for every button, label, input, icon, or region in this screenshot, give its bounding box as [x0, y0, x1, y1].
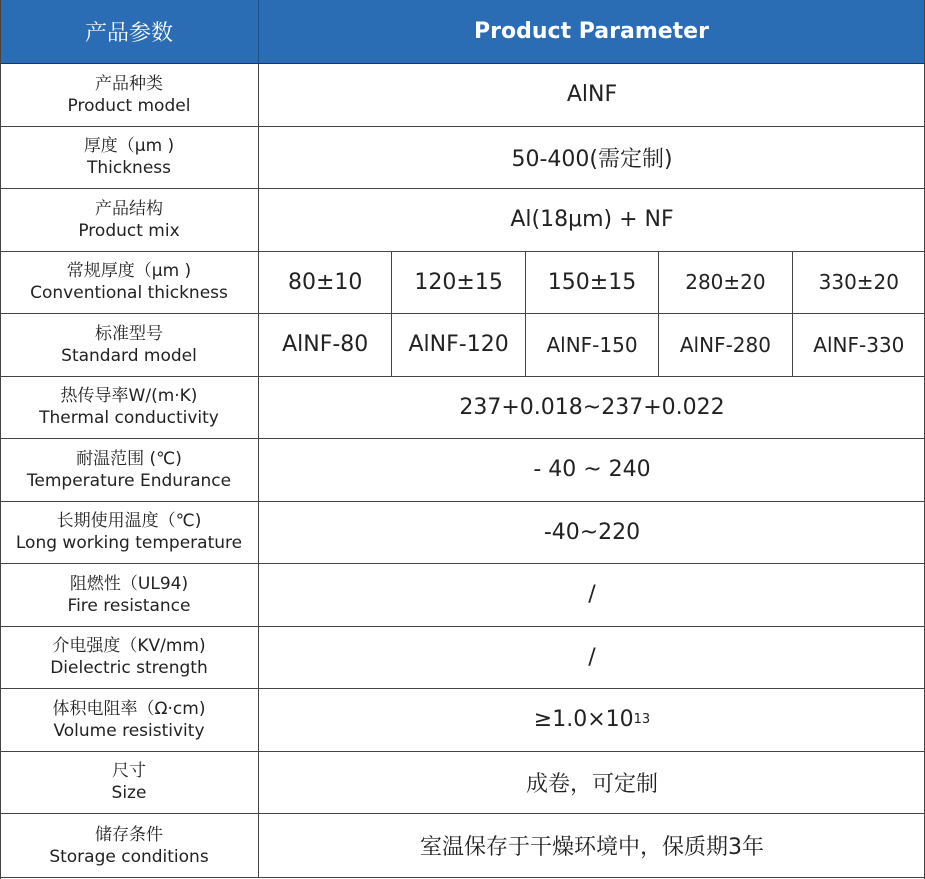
label-en: Size: [111, 783, 147, 804]
row-label: [0, 627, 259, 689]
model-cell: AlNF-120: [392, 314, 525, 376]
label-en: Product mix: [78, 220, 180, 241]
row-value: 成卷，可定制: [525, 771, 658, 797]
row-label: [0, 752, 259, 814]
thickness-cell: 120±15: [392, 252, 525, 314]
row-value: 室温保存于干燥环境中，保质期3年: [420, 835, 764, 860]
model-cell: AlNF-280: [659, 314, 792, 376]
label-cn: 产品结构: [95, 198, 163, 219]
header-right-title: Product Parameter: [259, 0, 925, 64]
label-en: Dielectric strength: [50, 658, 208, 679]
header-left-title: 产品参数: [0, 0, 259, 64]
label-cn: 热传导率W/(m·K): [60, 386, 198, 407]
thickness-cells: [259, 252, 925, 314]
row-value: AlNF: [566, 82, 618, 108]
label-en: Product model: [67, 95, 191, 116]
row-conventional-thickness: [0, 252, 925, 315]
label-en: Conventional thickness: [30, 283, 228, 304]
label-cn: 耐温范围 (℃): [76, 448, 182, 469]
row-value: ≥1.0×10 13: [533, 707, 651, 733]
row-fire-resistance: [0, 564, 925, 627]
row-value: Al(18μm) + NF: [510, 207, 674, 233]
row-product-mix: [0, 189, 925, 252]
row-value: /: [588, 582, 596, 608]
label-cn: 阻燃性（UL94): [69, 573, 189, 594]
label-en: Long working temperature: [15, 533, 243, 554]
model-cells: [259, 314, 925, 376]
row-label: [0, 689, 259, 751]
row-product-model: [0, 64, 925, 127]
row-label: [0, 189, 259, 251]
label-cn: 标准型号: [95, 323, 163, 344]
label-cn: 介电强度（KV/mm): [52, 636, 206, 657]
resistivity-base: ≥1.0×10: [533, 707, 634, 733]
row-thermal-conductivity: [0, 377, 925, 440]
row-value: /: [588, 644, 596, 670]
row-value: 237+0.018~237+0.022: [459, 394, 725, 420]
model-cell: AlNF-330: [813, 332, 905, 357]
label-cn: 长期使用温度（℃): [56, 511, 202, 532]
label-cn: 产品种类: [95, 73, 163, 94]
row-dielectric-strength: [0, 627, 925, 690]
row-value: - 40 ~ 240: [533, 457, 651, 483]
row-value: -40~220: [543, 519, 641, 545]
row-value: 50-400(需定制): [511, 146, 673, 172]
label-en: Thermal conductivity: [39, 408, 219, 429]
model-cell: AlNF-150: [526, 314, 659, 376]
label-cn: 厚度（μm ): [83, 136, 175, 157]
label-cn: 体积电阻率（Ω·cm): [52, 698, 206, 719]
model-cell: AlNF-80: [259, 314, 392, 376]
row-standard-model: [0, 314, 925, 377]
thickness-cell: 80±10: [259, 252, 392, 314]
thickness-cell: 280±20: [659, 252, 792, 314]
label-en: Fire resistance: [67, 595, 191, 616]
row-label: [0, 564, 259, 626]
row-label: [0, 127, 259, 189]
label-cn: 储存条件: [95, 824, 163, 845]
row-thickness: [0, 127, 925, 190]
row-label: [0, 252, 259, 314]
row-temperature-endurance: [0, 439, 925, 502]
row-size: [0, 752, 925, 815]
label-en: Storage conditions: [49, 846, 209, 867]
row-storage-conditions: [0, 814, 925, 878]
label-en: Thickness: [86, 158, 172, 179]
row-label: [0, 439, 259, 501]
thickness-cell: 330±20: [818, 270, 900, 295]
thickness-cell: 150±15: [526, 252, 659, 314]
row-long-working-temperature: [0, 502, 925, 565]
label-en: Volume resistivity: [53, 720, 205, 741]
row-label: [0, 814, 259, 877]
label-cn: 尺寸: [112, 761, 146, 782]
label-en: Standard model: [61, 345, 197, 366]
row-volume-resistivity: [0, 689, 925, 752]
row-label: [0, 502, 259, 564]
row-label: [0, 377, 259, 439]
label-en: Temperature Endurance: [26, 470, 232, 491]
row-label: [0, 314, 259, 376]
row-label: [0, 64, 259, 126]
label-cn: 常规厚度（μm ): [66, 261, 192, 282]
